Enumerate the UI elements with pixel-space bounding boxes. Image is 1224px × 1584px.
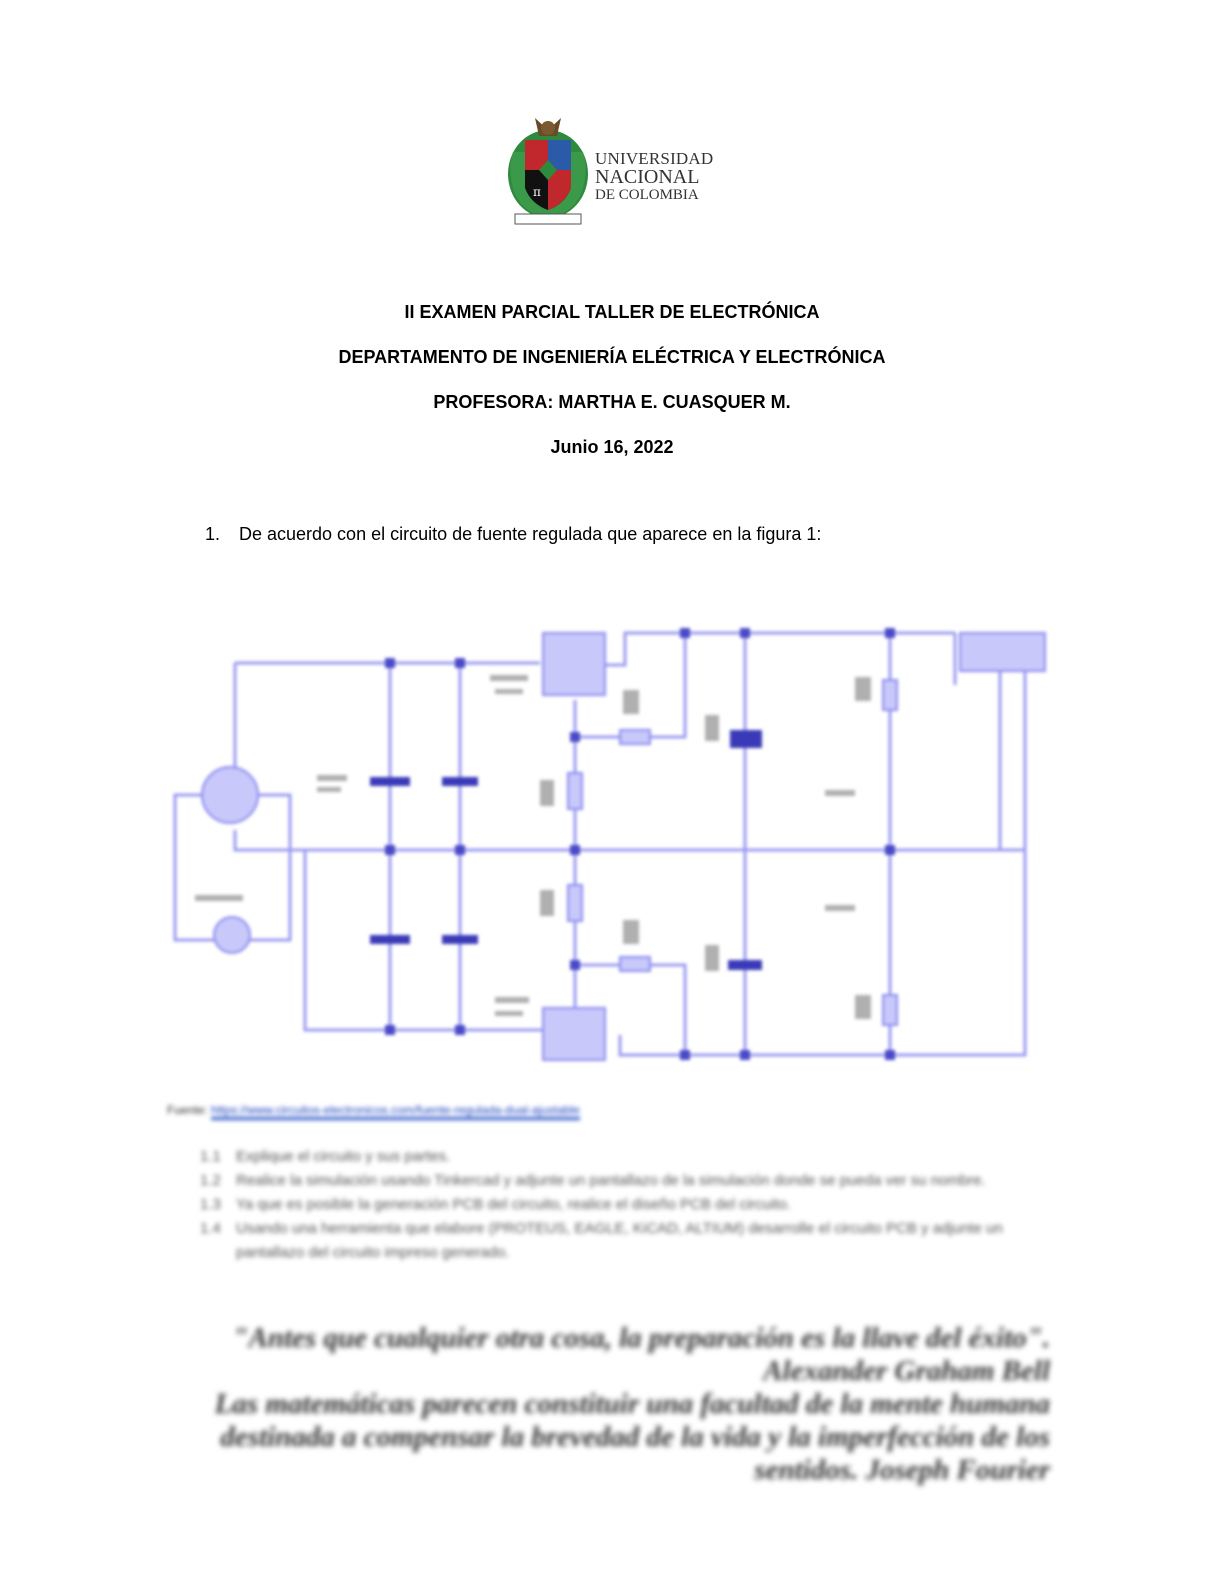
- source-link[interactable]: https://www.circuitos-electronicos.com/fuente-regulada-dual-ajustable: [211, 1103, 580, 1120]
- quote-fourier-line-2: destinada a compensar la brevedad de la vida y la imperfección de los: [220, 1421, 1050, 1453]
- quote-bell-author: Alexander Graham Bell: [763, 1355, 1050, 1387]
- subquestion-list: [200, 1145, 1050, 1265]
- regulated-power-supply-circuit-diagram: [165, 615, 1055, 1065]
- logo-line-3: DE COLOMBIA: [595, 187, 699, 203]
- university-logo: [505, 112, 715, 230]
- svg-text:π: π: [533, 185, 541, 199]
- exam-title: II EXAMEN PARCIAL TALLER DE ELECTRÓNICA: [404, 302, 820, 322]
- quote-fourier-line-3: sentidos. Joseph Fourier: [754, 1454, 1050, 1486]
- list-item: 1.2 Realice la simulación usando Tinkercad y adjunte un pantallazo de la simulación donde se pueda ver su nombre.: [200, 1172, 986, 1189]
- list-item: 1.1 Explique el circuito y sus partes.: [200, 1148, 451, 1165]
- figure-source: [167, 1103, 580, 1117]
- question-text: De acuerdo con el circuito de fuente regulada que aparece en la figura 1:: [239, 524, 822, 544]
- department-name: DEPARTAMENTO DE INGENIERÍA ELÉCTRICA Y ELECTRÓNICA: [338, 347, 886, 367]
- logo-line-1: UNIVERSIDAD: [595, 149, 714, 168]
- list-item: 1.4 Usando una herramienta que elabore (PROTEUS, EAGLE, KiCAD, ALTIUM) desarrolle el circuito PCB y adjunte un pantallazo del circuito impreso generado.: [200, 1220, 1003, 1261]
- quote-fourier-line-1: Las matemáticas parecen constituir una facultad de la mente humana: [214, 1388, 1050, 1420]
- source-label: Fuente:: [167, 1103, 208, 1117]
- question-1: [205, 524, 821, 545]
- exam-date: Junio 16, 2022: [550, 437, 674, 457]
- list-item: 1.3 Ya que es posible la generación PCB del circuito, realice el diseño PCB del circuito.: [200, 1196, 792, 1213]
- university-name: [595, 150, 713, 204]
- closing-quotes: [175, 1322, 1050, 1487]
- logo-line-2: NACIONAL: [595, 166, 700, 188]
- professor-name: PROFESORA: MARTHA E. CUASQUER M.: [433, 392, 791, 412]
- quote-bell: "Antes que cualquier otra cosa, la preparación es la llave del éxito".: [232, 1322, 1050, 1354]
- university-shield-icon: [505, 112, 591, 230]
- question-number: 1.: [205, 524, 221, 544]
